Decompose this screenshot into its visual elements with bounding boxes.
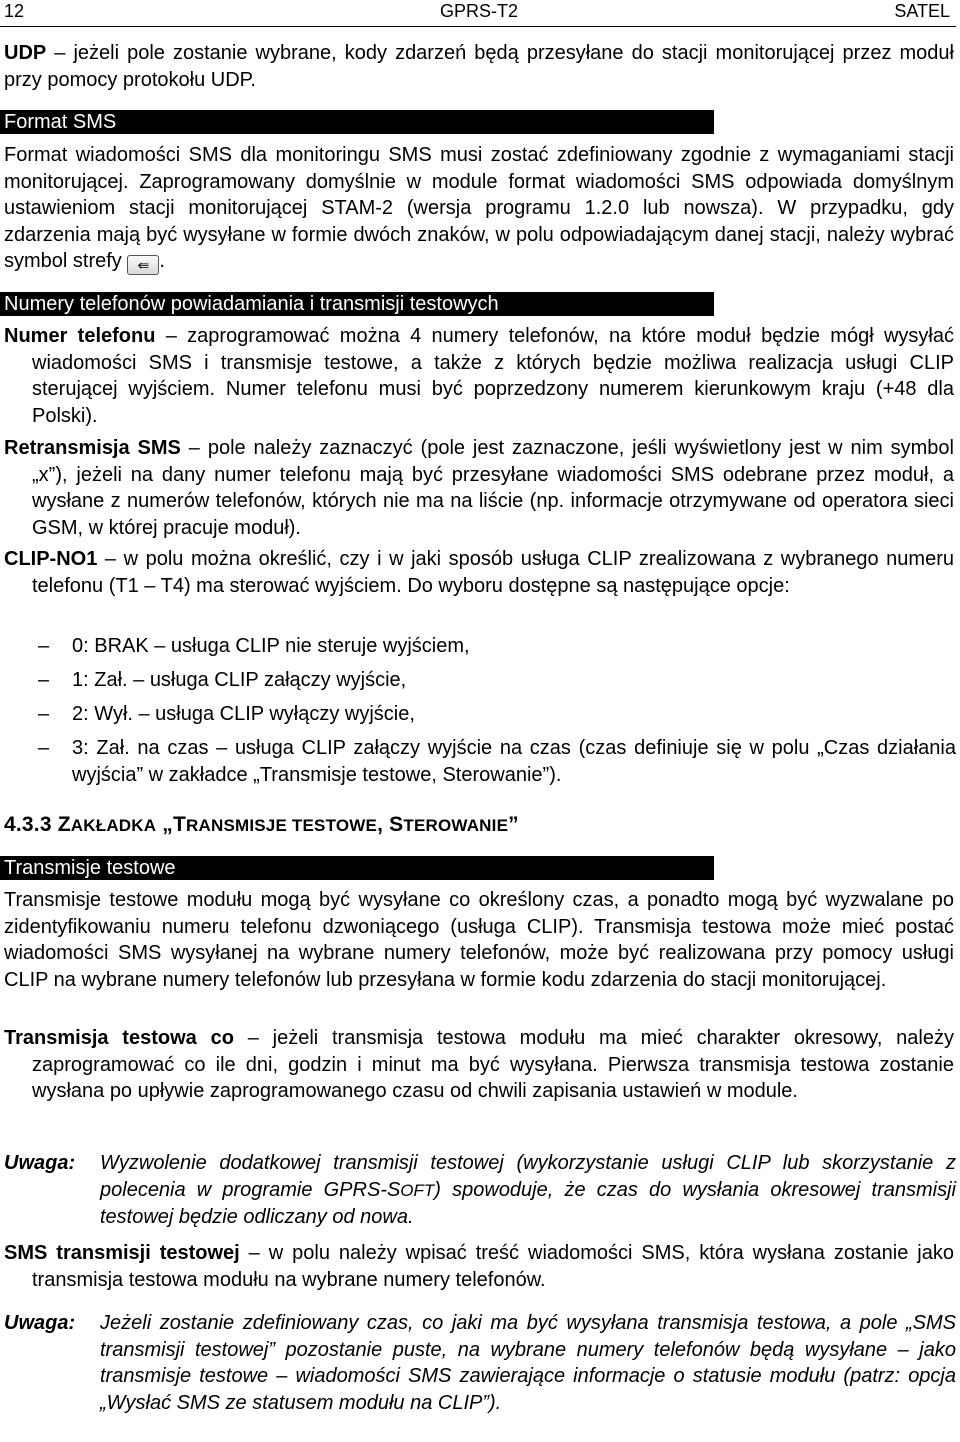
numer-telefonu-term: Numer telefonu	[4, 325, 156, 347]
retransmisja-term: Retransmisja SMS	[4, 437, 181, 459]
format-sms-paragraph: Format wiadomości SMS dla monitoringu SMS musi zostać zdefiniowany zgodnie z wymaganiami stacji monitorującej. Zaprogramowany domyślnie w module format wiadomości SMS odpowiada domyślnym ustawieniom stacji monitorującej STAM-2 (wersja programu 1.2.0 lub nowsza). W przypadku, gdy zdarzenia mają być wysyłane w formie dwóch znaków, w polu odpowiadającym danej stacji, należy wybrać symbol strefy ⇚ .	[4, 144, 954, 273]
transmisje-intro-paragraph: Transmisje testowe modułu mogą być wysyłane co określony czas, a ponadto mogą być wyzwalane po zidentyfikowaniu numeru telefonu dzwoniącego (usługa CLIP). Transmisja testowa może mieć postać wiadomości SMS wysyłanej na wybrane numery telefonów, może być realizowana przy pomocy usługi CLIP na wybrane numery telefonów lub przesyłana w formie kodu zdarzenia do stacji monitorującej.	[4, 889, 954, 991]
udp-paragraph	[4, 40, 954, 93]
arrow-left-icon: ⇚	[127, 255, 159, 275]
sms-transmisji-paragraph: SMS transmisji testowej – w polu należy wpisać treść wiadomości SMS, która wysłana zostanie jako transmisja testowa modułu na wybrane numery telefonów.	[4, 1242, 954, 1291]
format-sms-text: Format wiadomości SMS dla monitoringu SMS musi zostać zdefiniowany zgodnie z wymaganiami stacji monitorującej. Zaprogramowany domyślnie w module format wiadomości SMS odpowiada domyślnym ustawieniom stacji monitorującej STAM-2 (wersja programu 1.2.0 lub nowsza). W przypadku, gdy zdarzenia mają być wysyłane w formie dwóch znaków, w polu odpowiadającym danej stacji, należy wybrać symbol strefy	[4, 144, 954, 272]
transmisja-co-term: Transmisja testowa co	[4, 1027, 234, 1049]
numery-heading: Numery telefonów powiadamiania i transmisji testowych	[0, 292, 714, 316]
retransmisja-paragraph: Retransmisja SMS – pole należy zaznaczyć (pole jest zaznaczone, jeśli wyświetlony jest w nim symbol „x”), jeżeli na dany numer telefonu mają być przesyłane wiadomości SMS odebrane przez moduł, a wysłane z numerów telefonów, których nie ma na liście (np. informacje otrzymywane od operatora sieci GSM, w której pracuje moduł).	[4, 437, 954, 539]
clip-paragraph: CLIP-NO1 – w polu można określić, czy i w jaki sposób usługa CLIP zrealizowana z wybranego numeru telefonu (T1 – T4) ma sterować wyjściem. Do wyboru dostępne są następujące opcje:	[4, 548, 954, 597]
brand-name: SATEL	[894, 1, 950, 21]
transmisja-co-paragraph: Transmisja testowa co – jeżeli transmisja testowa modułu ma mieć charakter okresowy, należy zaprogramować co ile dni, godzin i minut ma być wysyłana. Pierwsza transmisja testowa zostanie wysłana po upływie zaprogramowanego czasu od chwili zapisania ustawień w module.	[4, 1027, 954, 1102]
format-sms-heading: Format SMS	[0, 110, 714, 134]
page-header	[0, 0, 956, 27]
section-heading: 4.3.3 ZAKŁADKA „TRANSMISJE TESTOWE, STEROWANIE”	[4, 813, 519, 836]
udp-term: UDP	[4, 42, 47, 64]
udp-text: – jeżeli pole zostanie wybrane, kody zdarzeń będą przesyłane do stacji monitorującej przez moduł przy pomocy protokołu UDP.	[4, 42, 954, 91]
page-number: 12	[4, 1, 25, 21]
clip-term: CLIP-NO1	[4, 548, 98, 570]
transmisje-heading: Transmisje testowe	[0, 856, 714, 880]
sms-transmisji-term: SMS transmisji testowej	[4, 1242, 240, 1264]
document-title: GPRS-T2	[440, 1, 519, 21]
document-page: 12 GPRS-T2 SATEL UDP – jeżeli pole zostanie wybrane, kody zdarzeń będą przesyłane do stacji monitorującej przez moduł przy pomocy protokołu UDP. Format SMS Format wiadomości SMS dla monitoringu SMS musi zostać zdefiniowany zgodnie z wymaganiami stacji monitorującej. Zaprogramowany domyślnie w module format wiadomości SMS odpowiada domyślnym ustawieniom stacji monitorującej STAM-2 (wersja programu 1.2.0 lub nowsza). W przypadku, gdy zdarzenia mają być wysyłane w formie dwóch znaków, w polu odpowiadającym danej stacji, należy wybrać symbol strefy ⇚ . Numery telefonów powiadamiania i transmisji testowych Numer telefonu – zaprogramować można 4 numery telefonów, na które moduł będzie mógł wysyłać wiadomości SMS i transmisje testowe, a także z których będzie możliwa realizacja usługi CLIP sterującej wyjściem. Numer telefonu musi być poprzedzony numerem kierunkowym kraju (+48 dla Polski). Retransmisja SMS – pole należy zaznaczyć (pole jest zaznaczone, jeśli wyświetlony jest w nim symbol „x”), jeżeli na dany numer telefonu mają być przesyłane wiadomości SMS odebrane przez moduł, a wysłane z numerów telefonów, których nie ma na liście (np. informacje otrzymywane od operatora sieci GSM, w której pracuje moduł). CLIP-NO1 – w polu można określić, czy i w jaki sposób usługa CLIP zrealizowana z wybranego numeru telefonu (T1 – T4) ma sterować wyjściem. Do wyboru dostępne są następujące opcje: – 0: BRAK – usługa CLIP nie steruje wyjściem, – 1: Zał. – usługa CLIP załączy wyjście, – 2: Wył. – usługa CLIP wyłączy wyjście, – 3: Zał. na czas – usługa CLIP załączy wyjście na czas (czas definiuje się w polu „Czas działania wyjścia” w zakładce „Transmisje testowe, Sterowanie”). 4.3.3 ZAKŁADKA „TRANSMISJE TESTOWE, STEROWANIE” Transmisje testowe Transmisje testowe modułu mogą być wysyłane co określony czas, a ponadto mogą być wyzwalane po zidentyfikowaniu numeru telefonu dzwoniącego (usługa CLIP). Transmisja testowa może mieć postać wiadomości SMS wysyłanej na wybrane numery telefonów, może być realizowana przy pomocy usługi CLIP na wybrane numery telefonów lub przesyłana w formie kodu zdarzenia do stacji monitorującej. Transmisja testowa co – jeżeli transmisja testowa modułu ma mieć charakter okresowy, należy zaprogramować co ile dni, godzin i minut ma być wysyłana. Pierwsza transmisja testowa zostanie wysłana po upływie zaprogramowanego czasu od chwili zapisania ustawień w module. Uwaga: Wyzwolenie dodatkowej transmisji testowej (wykorzystanie usługi CLIP lub skorzystanie z polecenia w programie GPRS-SOFT) spowoduje, że czas do wysłania okresowej transmisji testowej będzie odliczany od nowa. SMS transmisji testowej – w polu należy wpisać treść wiadomości SMS, która wysłana zostanie jako transmisja testowa modułu na wybrane numery telefonów. Uwaga: Jeżeli zostanie zdefiniowany czas, co jaki ma być wysyłana transmisja testowa, a pole „SMS transmisji testowej” pozostanie puste, na wybrane numery telefonów będą wysyłane – jako transmisje testowe – wiadomości SMS zawierające informacje o statusie modułu (patrz: opcja „Wysłać SMS ze statusem modułu na CLIP”).	[0, 0, 960, 1442]
note-label: Uwaga:	[4, 1152, 76, 1174]
numer-telefonu-paragraph: Numer telefonu – zaprogramować można 4 numery telefonów, na które moduł będzie mógł wysyłać wiadomości SMS i transmisje testowe, a także z których będzie możliwa realizacja usługi CLIP sterującej wyjściem. Numer telefonu musi być poprzedzony numerem kierunkowym kraju (+48 dla Polski).	[4, 325, 954, 427]
note-label: Uwaga:	[4, 1312, 76, 1334]
